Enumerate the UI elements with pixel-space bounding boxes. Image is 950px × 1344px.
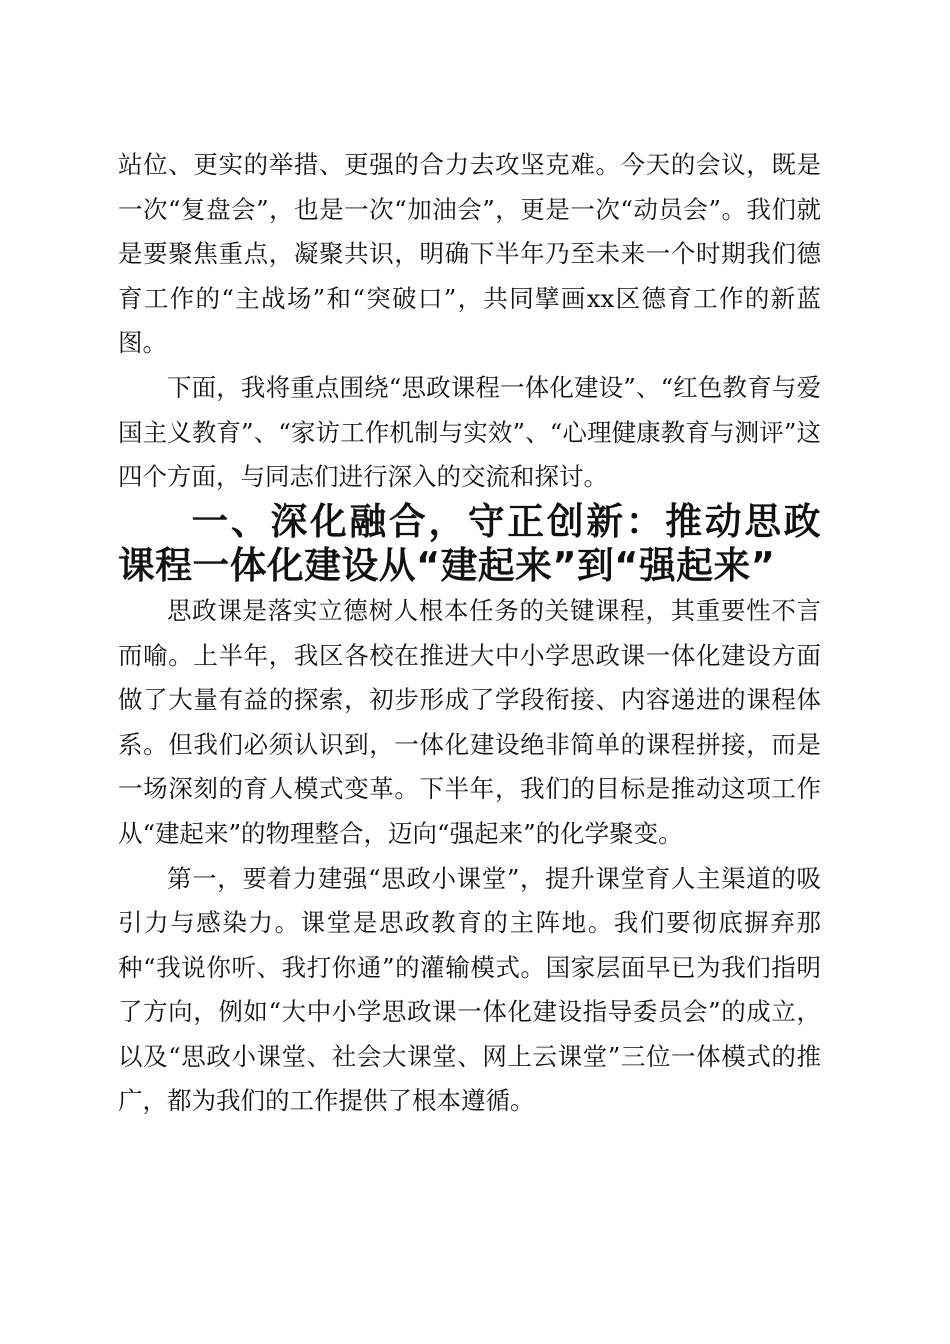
section-heading: 一、深化融合，守正创新：推动思政课程一体化建设从“建起来”到“强起来” xyxy=(118,499,821,588)
body-paragraph: 第一，要着力建强“思政小课堂”，提升课堂育人主渠道的吸引力与感染力。课堂是思政教育的主阵地。我们要彻底摒弃那种“我说你听、我打你通”的灌输模式。国家层面早已为我们指明了方向，例如“大中小学思政课一体化建设指导委员会”的成立，以及“思政小课堂、社会大课堂、网上云课堂”三位一体模式的推广，都为我们的工作提供了根本遵循。 xyxy=(118,863,821,1116)
document-page xyxy=(118,143,821,1124)
body-paragraph: 下面，我将重点围绕“思政课程一体化建设”、“红色教育与爱国主义教育”、“家访工作机制与实效”、“心理健康教育与测评”这四个方面，与同志们进行深入的交流和探讨。 xyxy=(118,372,821,492)
continuation-paragraph: 站位、更实的举措、更强的合力去攻坚克难。今天的会议，既是一次“复盘会”，也是一次“加油会”，更是一次“动员会”。我们就是要聚焦重点，凝聚共识，明确下半年乃至未来一个时期我们德育工作的“主战场”和“突破口”，共同擘画xx区德育工作的新蓝图。 xyxy=(118,150,821,358)
body-paragraph: 思政课是落实立德树人根本任务的关键课程，其重要性不言而喻。上半年，我区各校在推进大中小学思政课一体化建设方面做了大量有益的探索，初步形成了学段衔接、内容递进的课程体系。但我们必须认识到，一体化建设绝非简单的课程拼接，而是一场深刻的育人模式变革。下半年，我们的目标是推动这项工作从“建起来”的物理整合，迈向“强起来”的化学聚变。 xyxy=(118,595,821,848)
